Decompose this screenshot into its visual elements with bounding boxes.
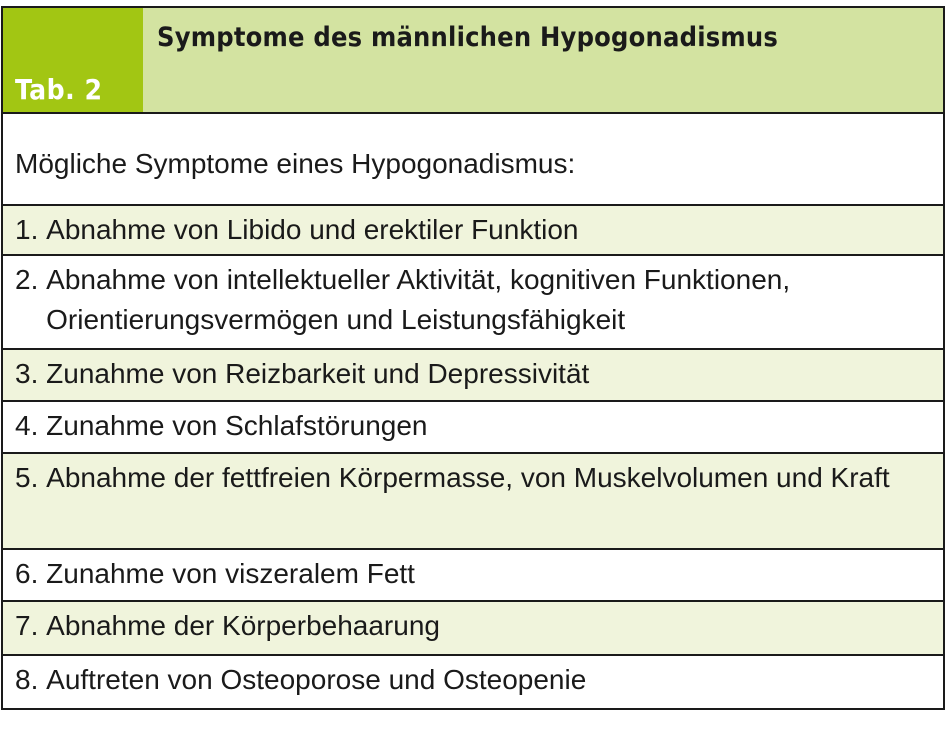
table-row xyxy=(3,454,943,550)
row-number: 2. xyxy=(15,264,47,295)
table-row xyxy=(3,402,943,454)
row-text: Abnahme von intellektueller Aktivität, kognitiven Funktionen, Orientierungsvermögen und Leistungsfähigkeit xyxy=(46,264,791,335)
table-row xyxy=(3,350,943,402)
row-text: Abnahme der Körperbehaarung xyxy=(46,610,440,641)
row-text: Abnahme der fettfreien Körpermasse, von Muskelvolumen und Kraft xyxy=(46,462,890,493)
table-row xyxy=(3,602,943,656)
table-title: Symptome des männlichen Hypogonadismus xyxy=(143,8,943,112)
table-row xyxy=(3,206,943,256)
row-text: Auftreten von Osteoporose und Osteopenie xyxy=(46,664,587,695)
row-number: 4. xyxy=(15,410,47,441)
table-row xyxy=(3,550,943,602)
row-number: 5. xyxy=(15,462,47,493)
table-row xyxy=(3,656,943,708)
row-number: 6. xyxy=(15,558,47,589)
table-intro: Mögliche Symptome eines Hypogonadismus: xyxy=(3,114,943,206)
row-text: Zunahme von Schlafstörungen xyxy=(46,410,428,441)
table-header xyxy=(3,8,943,114)
row-number: 1. xyxy=(15,214,47,245)
row-text: Zunahme von viszeralem Fett xyxy=(46,558,415,589)
row-number: 7. xyxy=(15,610,47,641)
symptoms-table xyxy=(1,6,945,710)
row-number: 8. xyxy=(15,664,47,695)
table-number-label: Tab. 2 xyxy=(3,8,143,112)
table-row xyxy=(3,256,943,350)
row-text: Abnahme von Libido und erektiler Funktion xyxy=(46,214,579,245)
row-number: 3. xyxy=(15,358,47,389)
row-text: Zunahme von Reizbarkeit und Depressivität xyxy=(46,358,590,389)
